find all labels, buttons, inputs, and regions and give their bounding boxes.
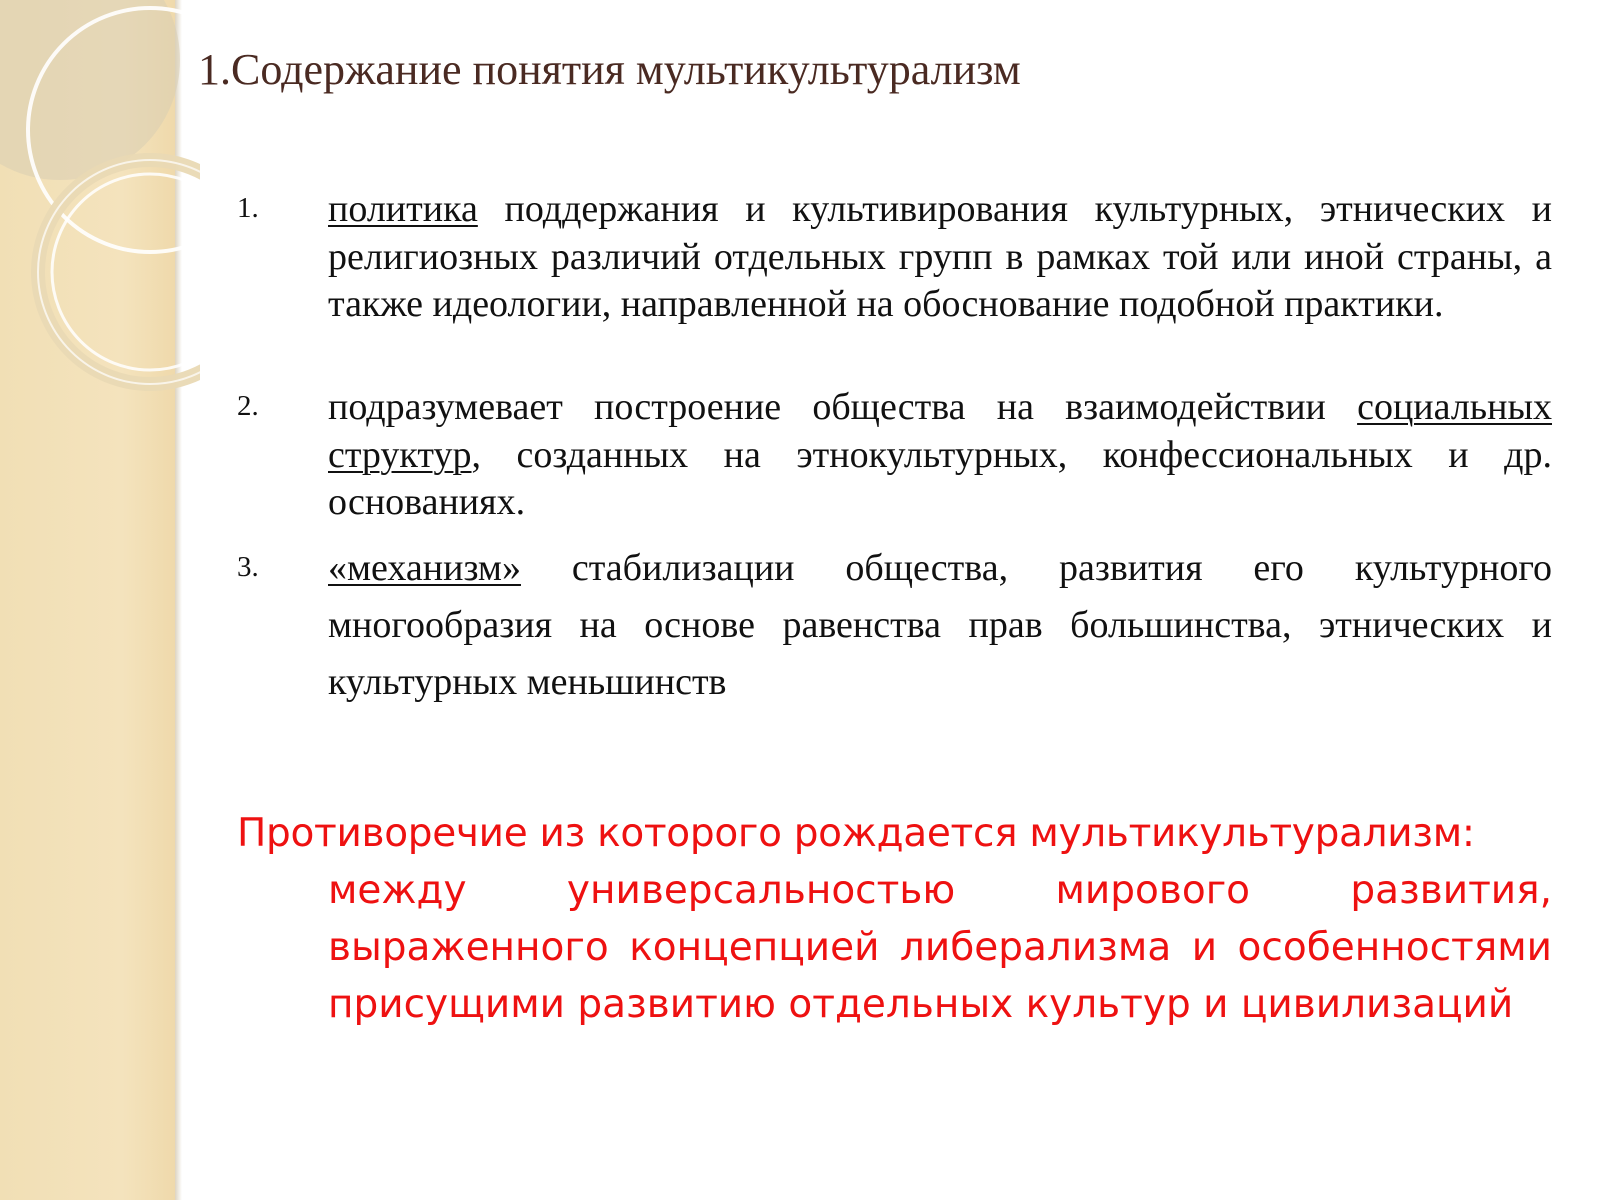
item-number: 2.	[237, 390, 259, 422]
item-text	[328, 540, 1552, 711]
item-body: поддержания и культивирования культурных, этнических и религиозных различий отдельных групп в рамках той или иной страны, а также идеологии, направленной на обоснование подобной практики.	[328, 188, 1552, 325]
item-number: 1.	[237, 192, 259, 224]
contradiction-block	[237, 805, 1552, 1033]
list-item	[237, 186, 1552, 329]
underlined-term: политика	[328, 188, 478, 230]
contradiction-text: между универсальностью мирового развития, выраженного концепцией либерализма и особенностями присущими развитию отдельных культур и цивилизаций	[328, 868, 1552, 1027]
contradiction-heading: Противоречие из которого рождается мультикультурализм:	[237, 811, 1475, 856]
item-text	[328, 384, 1552, 527]
item-body: стабилизации общества, развития его культурного многообразия на основе равенства прав большинства, этнических и культурных меньшинств	[328, 547, 1552, 703]
item-text	[328, 186, 1552, 329]
item-number: 3.	[237, 551, 259, 583]
item-body-end: , созданных на этнокультурных, конфессиональных и др. основаниях.	[328, 433, 1552, 523]
decorative-rings	[0, 0, 200, 400]
underlined-term: «механизм»	[328, 547, 521, 589]
underlined-term: социальных структур	[328, 386, 1552, 476]
list-item	[237, 384, 1552, 527]
list-item	[237, 540, 1552, 711]
slide-title: 1.Содержание понятия мультикультурализм	[198, 45, 1021, 94]
item-body-start: подразумевает построение общества на взаимодействии	[328, 386, 1358, 428]
